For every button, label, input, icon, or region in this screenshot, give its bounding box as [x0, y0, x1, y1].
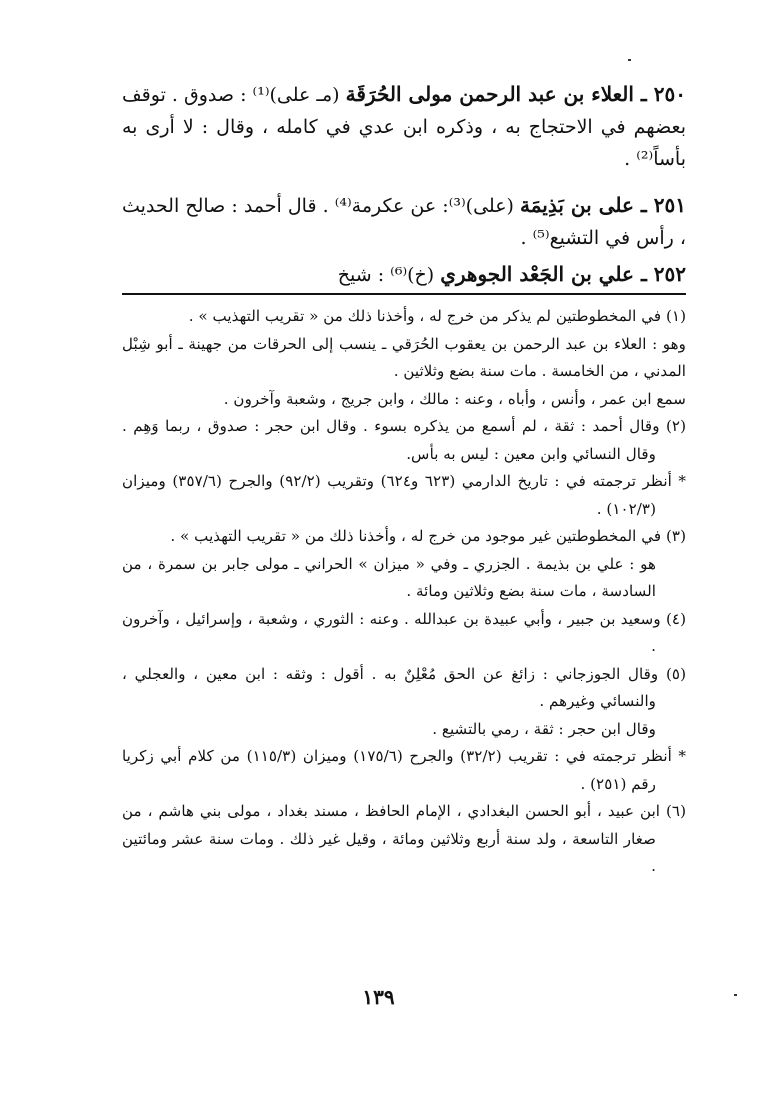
footnote-2: (٢) وقال أحمد : ثقة ، لم أسمع من يذكره بسوء . وقال ابن حجر : صدوق ، ربما وَهِم . وقال النسائي وابن معين : ليس به بأس.: [122, 417, 686, 463]
footnote-5: (٥) وقال الجوزجاني : زائغ عن الحق مُعْلِنٌ به . أقول : وثقه : ابن معين ، والعجلي ، والنسائي وغيرهم .: [122, 664, 686, 710]
footnote-1: (١) في المخطوطتين لم يذكر من خرج له ، وأخذنا ذلك من « تقريب التهذيب » .: [188, 307, 686, 325]
entry-251-text: (على)⁽³⁾: عن عكرمة⁽⁴⁾ . قال أحمد : صالح الحديث ، رأس في التشيع⁽⁵⁾ .: [122, 195, 686, 249]
entry-251: [122, 189, 686, 254]
entry-252-heading: ٢٥٢ ـ علي بن الجَعْد الجوهري: [440, 262, 686, 286]
footnote-2-references: * أنظر ترجمته في : تاريخ الدارمي (٦٢٣ و٦٢٤) وتقريب (٩٢/٢) والجرح (٣٥٧/٦) وميزان (١٠٢/٣) .: [122, 472, 686, 518]
entry-251-heading: ٢٥١ ـ على بن بَذِيمَة: [520, 193, 686, 217]
footnotes: [122, 303, 686, 881]
footnote-3: (٣) في المخطوطتين غير موجود من خرج له ، وأخذنا ذلك من « تقريب التهذيب » .: [170, 527, 686, 545]
entry-252: [122, 258, 686, 291]
entry-252-text: (خ)⁽⁶⁾ : شيخ: [337, 264, 441, 286]
footnote-1-narrators: سمع ابن عمر ، وأنس ، وأباه ، وعنه : مالك ، وابن جريج ، وشعبة وآخرون .: [223, 389, 686, 408]
footnote-5-detail: وقال ابن حجر : ثقة ، رمي بالتشيع .: [432, 719, 656, 738]
page-content: [122, 78, 686, 881]
page-number: ١٣٩: [362, 985, 395, 1009]
scan-speck: [628, 59, 631, 61]
entry-250: [122, 78, 686, 175]
footnote-4: (٤) وسعيد بن جبير ، وأبي عبيدة بن عبدالله . وعنه : الثوري ، وشعبة ، وإسرائيل ، وآخرون .: [122, 609, 686, 655]
footnote-5-references: * أنظر ترجمته في : تقريب (٣٢/٢) والجرح (١٧٥/٦) وميزان (١١٥/٣) من كلام أبي زكريا رقم (٢٥١) .: [122, 747, 686, 793]
footnote-6: (٦) ابن عبيد ، أبو الحسن البغدادي ، الإمام الحافظ ، مسند بغداد ، مولى بني هاشم ، من صغار التاسعة ، ولد سنة أربع وثلاثين ومائة ، وقيل غير ذلك . ومات سنة عشر ومائتين .: [122, 802, 686, 875]
footnote-separator: [122, 293, 686, 295]
entry-250-heading: ٢٥٠ ـ العلاء بن عبد الرحمن مولى الحُرَقَة: [345, 82, 686, 106]
footnote-1-detail: وهو : العلاء بن عبد الرحمن بن يعقوب الحُرَقي ـ ينسب إلى الحرقات من جهينة ـ أبو شِبْل المدني ، من الخامسة . مات سنة بضع وثلاثين .: [122, 334, 686, 380]
footnote-3-detail: هو : علي بن بذيمة . الجزري ـ وفي « ميزان » الحراني ـ مولى جابر بن سمرة ، من السادسة ، مات سنة بضع وثلاثين ومائة .: [122, 554, 656, 600]
entry-250-text: (مـ على)⁽¹⁾ : صدوق . توقف بعضهم في الاحتجاج به ، وذكره ابن عدي في كامله ، وقال : لا أرى به بأساً⁽²⁾ .: [122, 84, 686, 170]
